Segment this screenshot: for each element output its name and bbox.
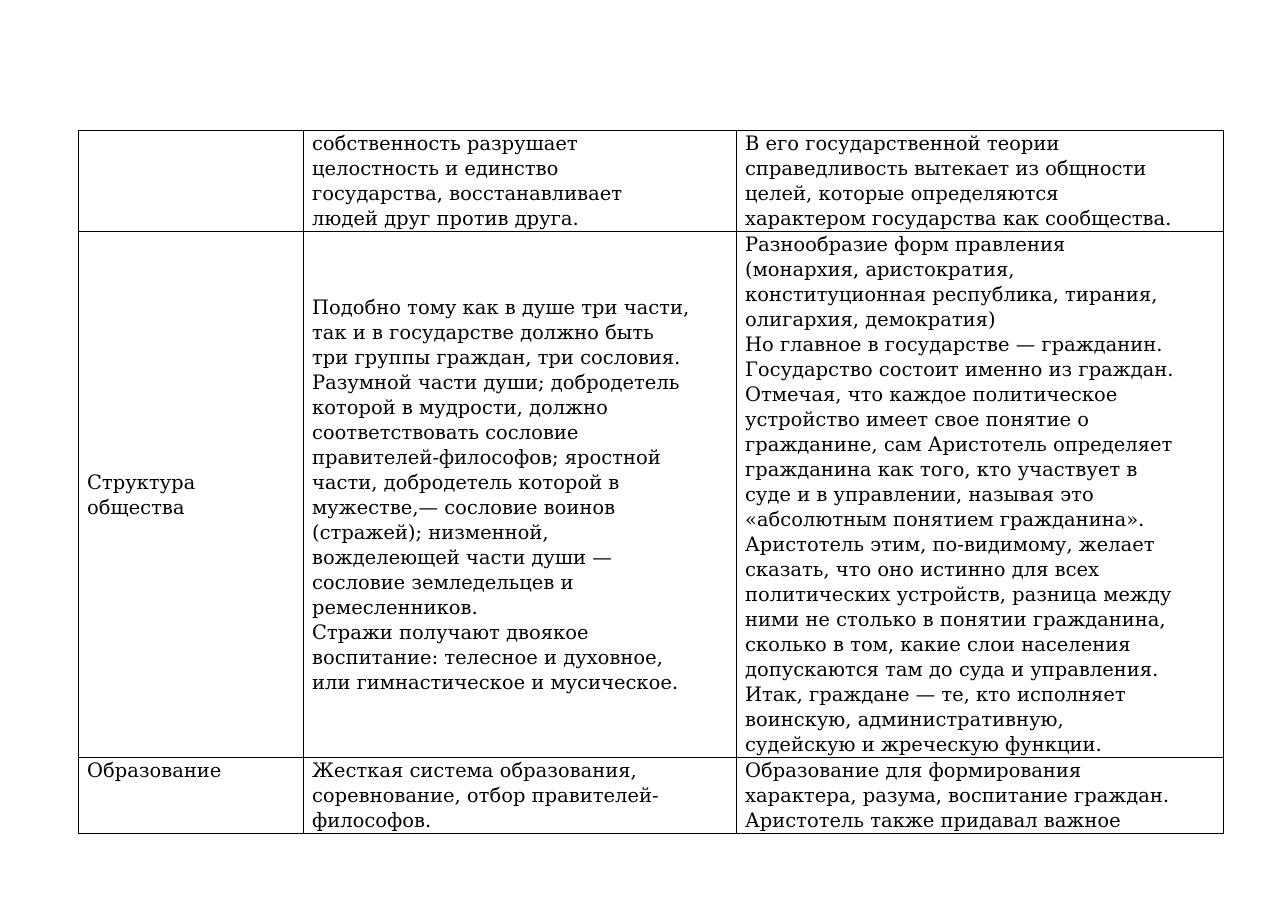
text-line: воспитание: телесное и духовное, xyxy=(312,645,663,669)
text-line: ними не столько в понятии гражданина, xyxy=(745,608,1166,631)
text-line: Государство состоит именно из граждан. xyxy=(745,358,1174,381)
text-line: воинскую, административную, xyxy=(745,708,1064,731)
text-line: олигархия, демократия) xyxy=(745,308,996,331)
text-line: государства, восстанавливает xyxy=(312,182,623,205)
text-line: «абсолютным понятием гражданина». xyxy=(745,508,1145,531)
table-row xyxy=(79,758,1224,834)
text-line: сказать, что оно истинно для всех xyxy=(745,558,1100,581)
text-line: (стражей); низменной, xyxy=(312,520,549,544)
text-line: целей, которые определяются xyxy=(745,182,1059,205)
text-line: соревнование, отбор правителей- xyxy=(312,784,659,807)
text-line: три группы граждан, три сословия. xyxy=(312,345,681,369)
row-label: общества xyxy=(87,495,185,519)
table-row xyxy=(79,232,1224,758)
aristotle-cell xyxy=(737,232,1224,758)
text-line: гражданина как того, кто участвует в xyxy=(745,458,1138,481)
text-line: конституционная республика, тирания, xyxy=(745,283,1158,306)
text-line: философов. xyxy=(312,809,432,832)
text-line: Разумной части души; добродетель xyxy=(312,370,680,394)
text-line: части, добродетель которой в xyxy=(312,470,620,494)
text-line: сословие земледельцев и xyxy=(312,570,574,594)
text-line: Подобно тому как в душе три части, xyxy=(312,295,690,319)
text-line: Итак, граждане — те, кто исполняет xyxy=(745,683,1126,706)
text-line: политических устройств, разница между xyxy=(745,583,1172,606)
text-line: Отмечая, что каждое политическое xyxy=(745,383,1118,406)
text-line: сколько в том, какие слои населения xyxy=(745,633,1131,656)
row-label-cell xyxy=(79,131,304,232)
text-line: Жесткая система образования, xyxy=(312,759,637,782)
row-label-cell xyxy=(79,232,304,758)
row-label-cell xyxy=(79,758,304,834)
text-line: правителей-философов; яростной xyxy=(312,445,661,469)
text-line: так и в государстве должно быть xyxy=(312,320,654,344)
plato-cell xyxy=(304,758,737,834)
text-line: людей друг против друга. xyxy=(312,207,579,230)
table-row xyxy=(79,131,1224,232)
aristotle-cell xyxy=(737,131,1224,232)
text-line: судейскую и жреческую функции. xyxy=(745,733,1102,756)
text-line: Но главное в государстве — гражданин. xyxy=(745,333,1163,356)
text-line: характером государства как сообщества. xyxy=(745,207,1172,230)
text-line: гражданине, сам Аристотель определяет xyxy=(745,433,1173,456)
text-line: ремесленников. xyxy=(312,595,478,619)
row-label: Структура xyxy=(87,470,196,494)
text-line: суде и в управлении, называя это xyxy=(745,483,1094,506)
text-line: Аристотель также придавал важное xyxy=(745,809,1121,832)
text-line: соответствовать сословие xyxy=(312,420,579,444)
row-label: Образование xyxy=(87,759,222,782)
comparison-table xyxy=(78,130,1224,834)
text-line: Стражи получают двоякое xyxy=(312,620,589,644)
text-line: характера, разума, воспитание граждан. xyxy=(745,784,1170,807)
text-line: (монархия, аристократия, xyxy=(745,258,1015,281)
plato-cell xyxy=(304,131,737,232)
text-line: устройство имеет свое понятие о xyxy=(745,408,1089,431)
text-line: или гимнастическое и мусическое. xyxy=(312,670,679,694)
text-line: которой в мудрости, должно xyxy=(312,395,608,419)
text-line: Аристотель этим, по-видимому, желает xyxy=(745,533,1155,556)
plato-cell xyxy=(304,232,737,758)
text-line: Образование для формирования xyxy=(745,759,1082,782)
text-line: В его государственной теории xyxy=(745,132,1060,155)
text-line: собственность разрушает xyxy=(312,132,578,155)
text-line: мужестве,— сословие воинов xyxy=(312,495,616,519)
text-line: целостность и единство xyxy=(312,157,559,180)
text-line: допускаются там до суда и управления. xyxy=(745,658,1159,681)
text-line: вожделеющей части души — xyxy=(312,545,612,569)
text-line: справедливость вытекает из общности xyxy=(745,157,1147,180)
text-line: Разнообразие форм правления xyxy=(745,233,1066,256)
aristotle-cell xyxy=(737,758,1224,834)
